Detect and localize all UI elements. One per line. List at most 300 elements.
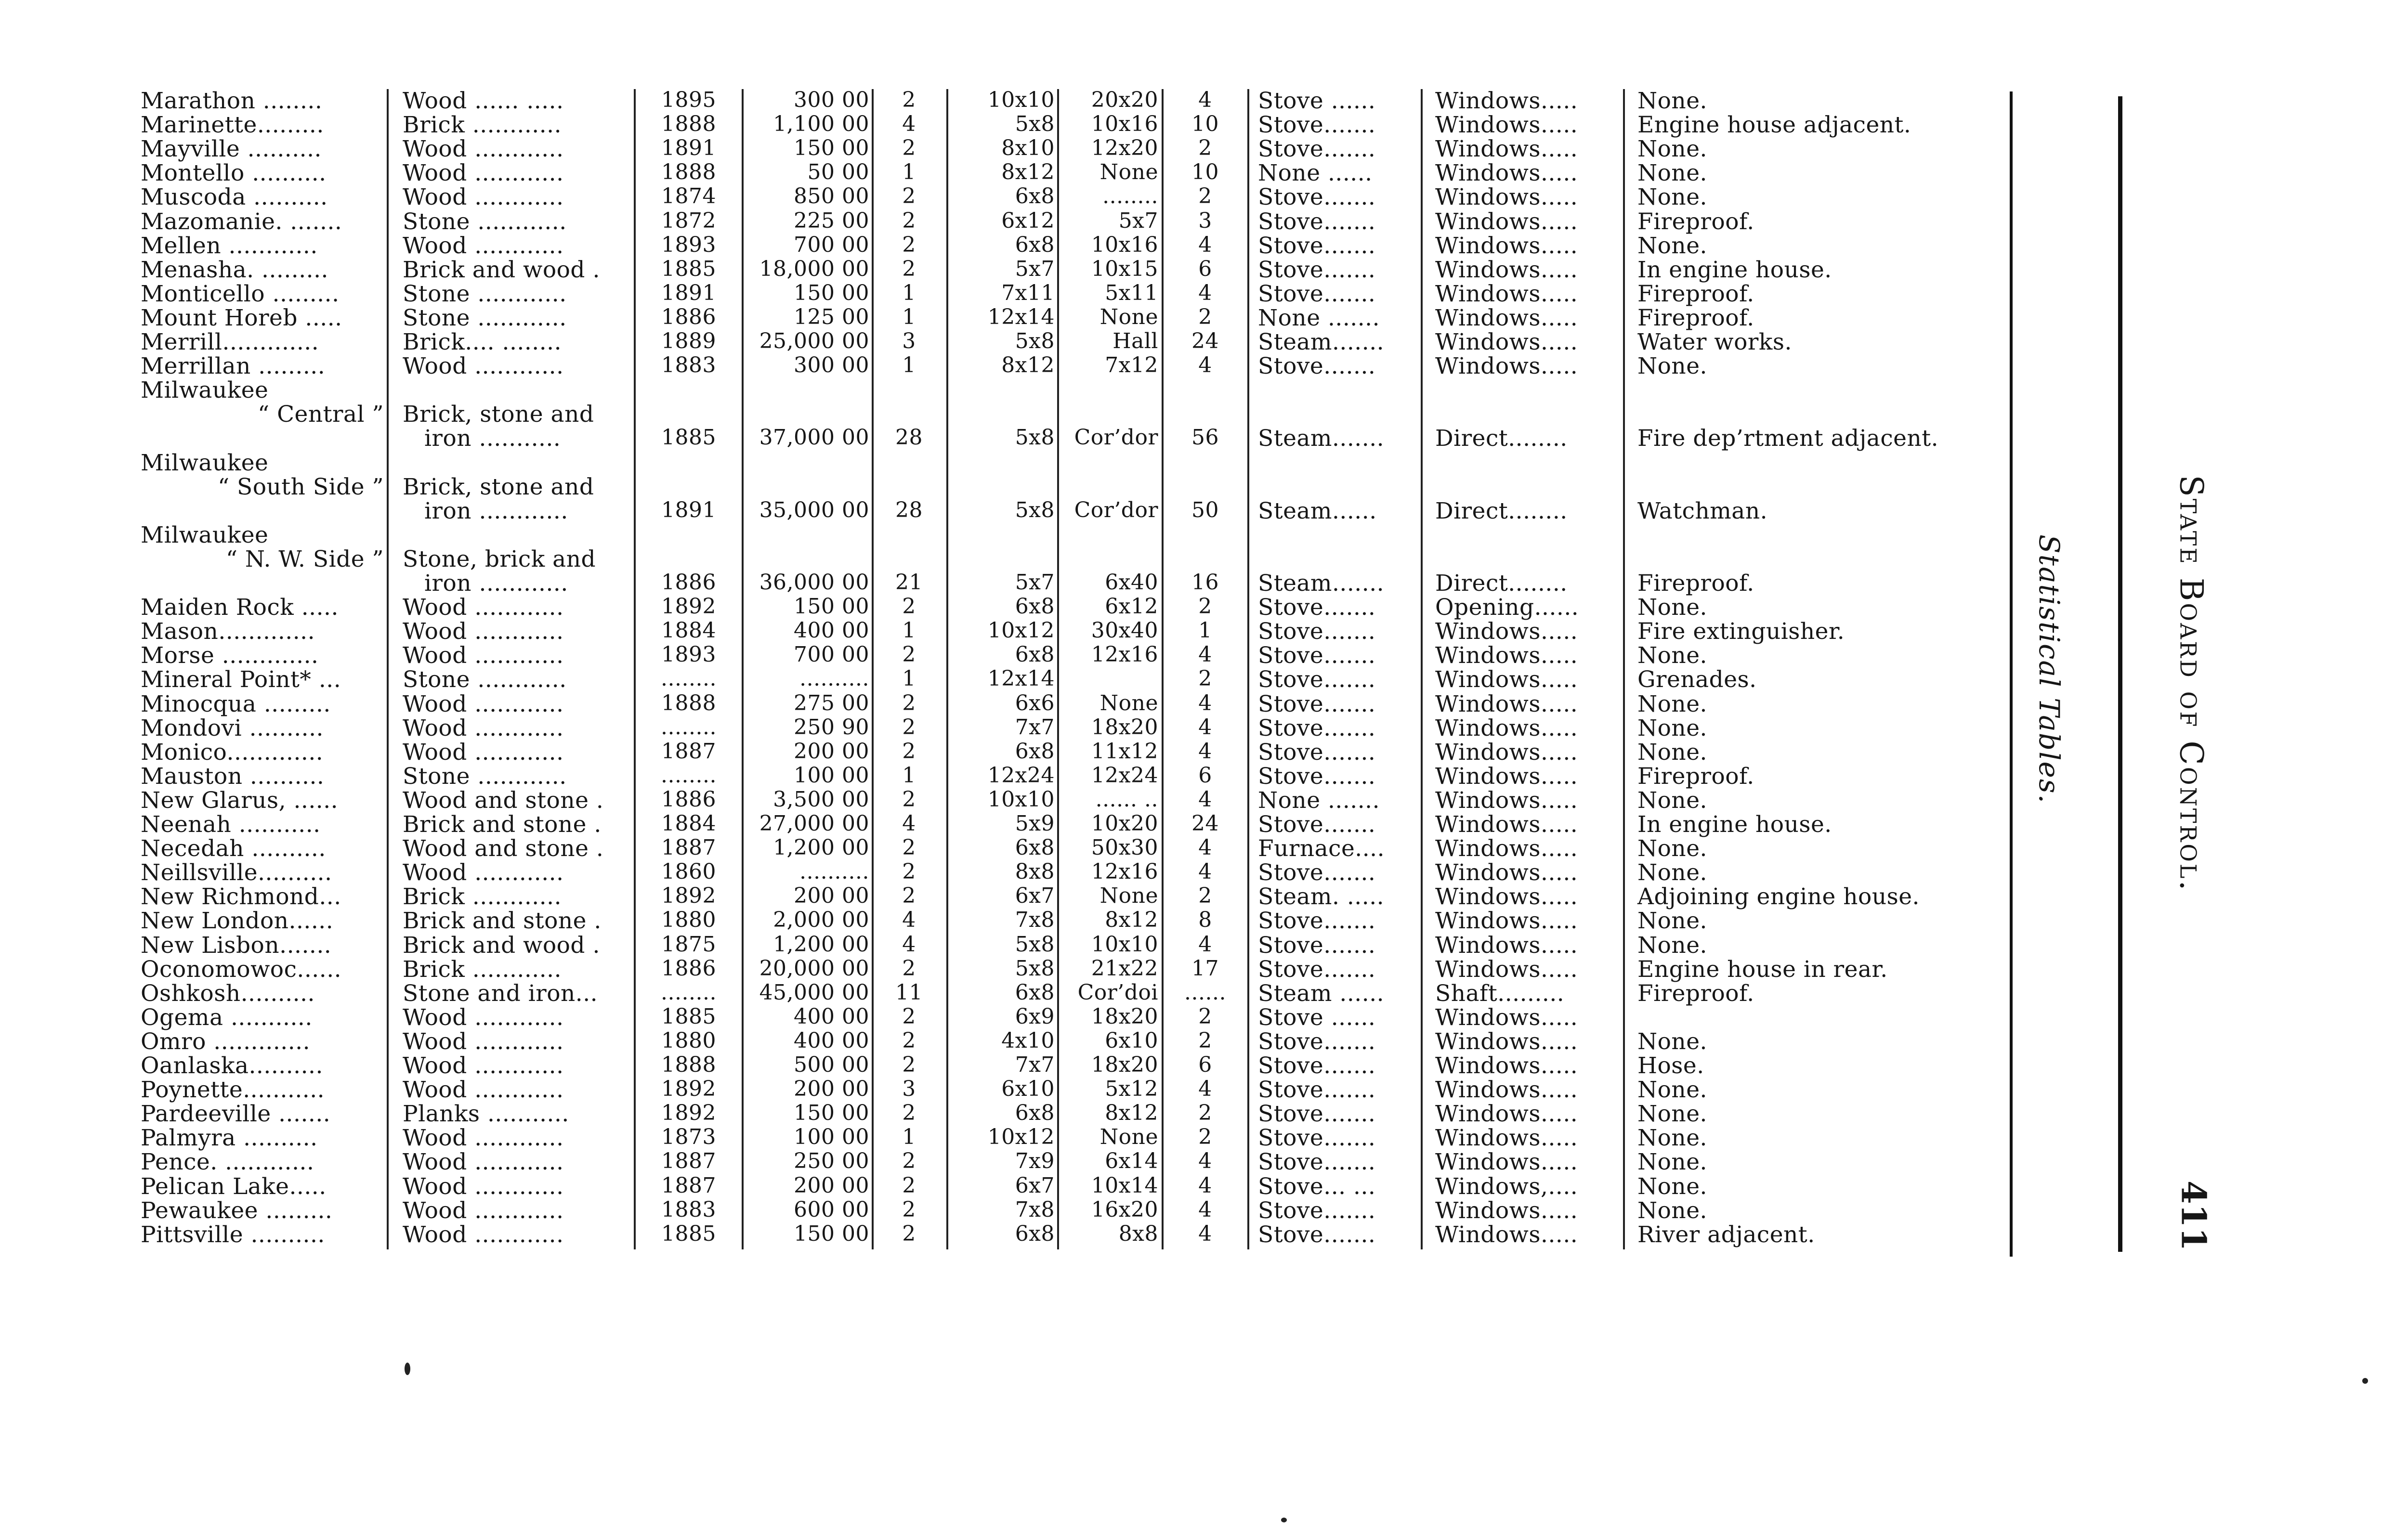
row-48-ventilation: Windows..... <box>1435 1221 1578 1248</box>
row-47-heating: Stove....... <box>1258 1197 1376 1224</box>
row-41-heating: Stove....... <box>1258 1052 1376 1079</box>
row-24-cells-count: 2 <box>902 642 916 667</box>
row-44-remarks: None. <box>1637 1125 1707 1152</box>
row-39-town-name: Ogema ........... <box>141 1004 313 1031</box>
row-31-remarks: In engine house. <box>1637 811 1832 838</box>
row-6-heating: Stove....... <box>1258 208 1376 235</box>
row-37-cost: 20,000 00 <box>759 956 869 981</box>
row-42-remarks: None. <box>1637 1077 1707 1104</box>
row-40-corridor-size: 6x10 <box>1105 1028 1158 1053</box>
row-27-year-built: ........ <box>661 715 717 740</box>
row-3-cell-size: 8x10 <box>1001 136 1055 161</box>
row-5-corridor-size: ........ <box>1102 184 1158 209</box>
row-2-capacity: 10 <box>1191 112 1219 137</box>
row-41-cell-size: 7x7 <box>1015 1052 1055 1077</box>
row-21-cells-count: 21 <box>895 570 923 595</box>
row-22-town-name: Maiden Rock ..... <box>141 594 339 621</box>
row-26-heating: Stove....... <box>1258 690 1376 717</box>
row-26-town-name: Minocqua ......... <box>141 690 331 717</box>
row-11-building-material: Brick.... ........ <box>403 329 562 355</box>
row-28-corridor-size: 11x12 <box>1091 739 1158 764</box>
row-5-heating: Stove....... <box>1258 184 1376 211</box>
row-40-cells-count: 2 <box>902 1028 916 1053</box>
row-11-town-name: Merrill............. <box>141 329 319 355</box>
row-29-capacity: 6 <box>1198 763 1212 788</box>
row-3-year-built: 1891 <box>661 136 716 161</box>
row-35-cell-size: 7x8 <box>1015 908 1055 933</box>
row-6-cost: 225 00 <box>794 208 869 233</box>
row-48-cells-count: 2 <box>902 1221 916 1246</box>
row-30-capacity: 4 <box>1198 787 1212 812</box>
row-18-cost: 35,000 00 <box>759 497 869 522</box>
row-43-capacity: 2 <box>1198 1101 1212 1126</box>
row-35-cells-count: 4 <box>902 908 916 933</box>
row-33-building-material: Wood ............ <box>403 859 564 886</box>
row-14-building-material: Brick, stone and <box>403 401 594 428</box>
row-30-remarks: None. <box>1637 787 1707 814</box>
row-7-capacity: 4 <box>1198 232 1212 257</box>
row-5-capacity: 2 <box>1198 184 1212 209</box>
row-11-corridor-size: Hall <box>1112 329 1158 353</box>
row-34-ventilation: Windows..... <box>1435 883 1578 910</box>
row-45-cost: 250 00 <box>794 1149 869 1174</box>
row-29-building-material: Stone ............ <box>403 763 567 790</box>
row-23-ventilation: Windows..... <box>1435 618 1578 645</box>
row-23-corridor-size: 30x40 <box>1091 618 1158 643</box>
row-6-corridor-size: 5x7 <box>1118 208 1158 233</box>
row-12-heating: Stove....... <box>1258 353 1376 380</box>
row-45-capacity: 4 <box>1198 1149 1212 1174</box>
row-33-cost: .......... <box>799 859 869 884</box>
row-43-remarks: None. <box>1637 1101 1707 1128</box>
row-6-cell-size: 6x12 <box>1001 208 1055 233</box>
row-33-cells-count: 2 <box>902 859 916 884</box>
row-2-building-material: Brick ............ <box>403 112 562 139</box>
row-34-capacity: 2 <box>1198 883 1212 909</box>
row-35-year-built: 1880 <box>661 908 716 933</box>
row-5-building-material: Wood ............ <box>403 184 564 211</box>
row-25-ventilation: Windows..... <box>1435 666 1578 693</box>
row-46-year-built: 1887 <box>661 1173 716 1198</box>
row-21-ventilation: Direct........ <box>1435 570 1568 597</box>
row-7-corridor-size: 10x16 <box>1091 232 1158 257</box>
row-9-ventilation: Windows..... <box>1435 280 1578 307</box>
row-30-heating: None ....... <box>1258 787 1380 814</box>
row-30-cell-size: 10x10 <box>987 787 1055 812</box>
row-12-remarks: None. <box>1637 353 1707 380</box>
row-37-heating: Stove....... <box>1258 956 1376 983</box>
row-32-town-name: Necedah .......... <box>141 835 326 862</box>
row-24-capacity: 4 <box>1198 642 1212 667</box>
row-44-cell-size: 10x12 <box>987 1125 1055 1150</box>
row-10-town-name: Mount Horeb ..... <box>141 304 342 331</box>
row-29-cost: 100 00 <box>794 763 869 788</box>
row-28-heating: Stove....... <box>1258 739 1376 766</box>
row-43-ventilation: Windows..... <box>1435 1101 1578 1128</box>
row-39-corridor-size: 18x20 <box>1091 1004 1158 1029</box>
row-26-corridor-size: None <box>1099 690 1158 715</box>
row-47-cell-size: 7x8 <box>1015 1197 1055 1222</box>
row-41-capacity: 6 <box>1198 1052 1212 1077</box>
row-1-ventilation: Windows..... <box>1435 88 1578 114</box>
row-45-cells-count: 2 <box>902 1149 916 1174</box>
row-32-remarks: None. <box>1637 835 1707 862</box>
row-46-corridor-size: 10x14 <box>1091 1173 1158 1198</box>
row-9-town-name: Monticello ......... <box>141 280 340 307</box>
row-9-remarks: Fireproof. <box>1637 280 1754 307</box>
row-14-town-name: “ Central ” <box>258 401 384 428</box>
row-7-remarks: None. <box>1637 232 1707 259</box>
row-42-cells-count: 3 <box>902 1077 916 1102</box>
row-27-ventilation: Windows..... <box>1435 715 1578 741</box>
row-44-heating: Stove....... <box>1258 1125 1376 1152</box>
row-47-town-name: Pewaukee ......... <box>141 1197 333 1224</box>
row-45-remarks: None. <box>1637 1149 1707 1176</box>
running-title: State Board of Control. <box>2172 475 2210 893</box>
row-7-year-built: 1893 <box>661 232 716 257</box>
row-32-capacity: 4 <box>1198 835 1212 860</box>
row-32-ventilation: Windows..... <box>1435 835 1578 862</box>
row-30-ventilation: Windows..... <box>1435 787 1578 814</box>
row-30-cost: 3,500 00 <box>773 787 869 812</box>
row-25-year-built: ........ <box>661 666 717 691</box>
row-15-cost: 37,000 00 <box>759 425 869 450</box>
row-31-cost: 27,000 00 <box>759 811 869 836</box>
row-26-remarks: None. <box>1637 690 1707 717</box>
row-40-cell-size: 4x10 <box>1001 1028 1055 1053</box>
row-35-heating: Stove....... <box>1258 908 1376 935</box>
row-24-town-name: Morse ............. <box>141 642 319 669</box>
row-36-ventilation: Windows..... <box>1435 932 1578 959</box>
row-39-cost: 400 00 <box>794 1004 869 1029</box>
page-number: 411 <box>2173 1180 2214 1251</box>
row-24-heating: Stove....... <box>1258 642 1376 669</box>
row-36-cells-count: 4 <box>902 932 916 957</box>
row-47-cells-count: 2 <box>902 1197 916 1222</box>
row-45-town-name: Pence. ............ <box>141 1149 314 1176</box>
row-36-cell-size: 5x8 <box>1015 932 1055 957</box>
row-43-heating: Stove....... <box>1258 1101 1376 1128</box>
row-34-cells-count: 2 <box>902 883 916 909</box>
row-40-ventilation: Windows..... <box>1435 1028 1578 1055</box>
row-36-town-name: New Lisbon....... <box>141 932 332 959</box>
row-31-building-material: Brick and stone . <box>403 811 602 838</box>
row-28-year-built: 1887 <box>661 739 716 764</box>
row-48-capacity: 4 <box>1198 1221 1212 1246</box>
row-27-cell-size: 7x7 <box>1015 715 1055 740</box>
row-40-building-material: Wood ............ <box>403 1028 564 1055</box>
row-10-building-material: Stone ............ <box>403 304 567 331</box>
row-9-cells-count: 1 <box>902 280 916 305</box>
row-22-remarks: None. <box>1637 594 1707 621</box>
row-42-building-material: Wood ............ <box>403 1077 564 1104</box>
row-12-capacity: 4 <box>1198 353 1212 378</box>
row-32-cost: 1,200 00 <box>773 835 869 860</box>
row-27-cells-count: 2 <box>902 715 916 740</box>
row-35-ventilation: Windows..... <box>1435 908 1578 935</box>
row-29-town-name: Mauston .......... <box>141 763 325 790</box>
row-9-capacity: 4 <box>1198 280 1212 305</box>
row-30-corridor-size: ...... .. <box>1095 787 1158 812</box>
row-20-town-name: “ N. W. Side ” <box>225 546 384 572</box>
row-39-capacity: 2 <box>1198 1004 1212 1029</box>
row-3-heating: Stove....... <box>1258 136 1376 163</box>
row-44-capacity: 2 <box>1198 1125 1212 1150</box>
row-15-building-material: iron ........... <box>424 425 561 452</box>
row-38-corridor-size: Cor’doi <box>1077 980 1158 1005</box>
row-48-remarks: River adjacent. <box>1637 1221 1815 1248</box>
row-15-year-built: 1885 <box>661 425 716 450</box>
row-36-capacity: 4 <box>1198 932 1212 957</box>
row-27-capacity: 4 <box>1198 715 1212 740</box>
row-9-corridor-size: 5x11 <box>1105 280 1158 305</box>
row-30-year-built: 1886 <box>661 787 716 812</box>
row-47-building-material: Wood ............ <box>403 1197 564 1224</box>
row-31-heating: Stove....... <box>1258 811 1376 838</box>
row-25-town-name: Mineral Point* ... <box>141 666 341 693</box>
row-36-cost: 1,200 00 <box>773 932 869 957</box>
row-45-cell-size: 7x9 <box>1015 1149 1055 1174</box>
row-39-cell-size: 6x9 <box>1015 1004 1055 1029</box>
row-48-town-name: Pittsville .......... <box>141 1221 325 1248</box>
row-41-cells-count: 2 <box>902 1052 916 1077</box>
row-12-cells-count: 1 <box>902 353 916 378</box>
row-36-remarks: None. <box>1637 932 1707 959</box>
row-47-capacity: 4 <box>1198 1197 1212 1222</box>
row-30-building-material: Wood and stone . <box>403 787 604 814</box>
row-15-corridor-size: Cor’dor <box>1074 425 1158 450</box>
row-45-year-built: 1887 <box>661 1149 716 1174</box>
row-1-corridor-size: 20x20 <box>1091 88 1158 112</box>
row-23-remarks: Fire extinguisher. <box>1637 618 1845 645</box>
row-38-town-name: Oshkosh.......... <box>141 980 315 1007</box>
row-1-year-built: 1895 <box>661 88 716 112</box>
row-11-year-built: 1889 <box>661 329 716 353</box>
row-4-heating: None ...... <box>1258 160 1373 187</box>
row-45-corridor-size: 6x14 <box>1105 1149 1158 1174</box>
row-26-cell-size: 6x6 <box>1015 690 1055 715</box>
row-6-year-built: 1872 <box>661 208 716 233</box>
row-29-cell-size: 12x24 <box>987 763 1055 788</box>
row-48-building-material: Wood ............ <box>403 1221 564 1248</box>
row-36-corridor-size: 10x10 <box>1091 932 1158 957</box>
row-4-year-built: 1888 <box>661 160 716 185</box>
row-24-cost: 700 00 <box>794 642 869 667</box>
row-34-heating: Steam. ..... <box>1258 883 1385 910</box>
row-26-building-material: Wood ............ <box>403 690 564 717</box>
row-39-building-material: Wood ............ <box>403 1004 564 1031</box>
row-22-cells-count: 2 <box>902 594 916 619</box>
row-32-building-material: Wood and stone . <box>403 835 604 862</box>
row-43-year-built: 1892 <box>661 1101 716 1126</box>
row-46-cells-count: 2 <box>902 1173 916 1198</box>
row-42-corridor-size: 5x12 <box>1105 1077 1158 1102</box>
row-41-remarks: Hose. <box>1637 1052 1704 1079</box>
row-46-building-material: Wood ............ <box>403 1173 564 1200</box>
row-5-cells-count: 2 <box>902 184 916 209</box>
row-11-cell-size: 5x8 <box>1015 329 1055 353</box>
row-4-capacity: 10 <box>1191 160 1219 185</box>
row-41-town-name: Oanlaska.......... <box>141 1052 323 1079</box>
row-47-remarks: None. <box>1637 1197 1707 1224</box>
row-2-cell-size: 5x8 <box>1015 112 1055 137</box>
row-12-building-material: Wood ............ <box>403 353 564 380</box>
row-25-cell-size: 12x14 <box>987 666 1055 691</box>
row-24-cell-size: 6x8 <box>1015 642 1055 667</box>
row-6-ventilation: Windows..... <box>1435 208 1578 235</box>
row-34-cell-size: 6x7 <box>1015 883 1055 909</box>
row-12-town-name: Merrillan ......... <box>141 353 326 380</box>
row-45-heating: Stove....... <box>1258 1149 1376 1176</box>
row-29-ventilation: Windows..... <box>1435 763 1578 790</box>
row-15-capacity: 56 <box>1191 425 1219 450</box>
row-46-capacity: 4 <box>1198 1173 1212 1198</box>
row-1-town-name: Marathon ........ <box>141 88 323 114</box>
row-25-cost: .......... <box>799 666 869 691</box>
row-41-cost: 500 00 <box>794 1052 869 1077</box>
row-4-town-name: Montello .......... <box>141 160 327 187</box>
row-32-corridor-size: 50x30 <box>1091 835 1158 860</box>
row-16-town-name: Milwaukee <box>141 449 269 476</box>
row-11-capacity: 24 <box>1191 329 1219 353</box>
row-18-building-material: iron ............ <box>424 497 568 524</box>
row-42-capacity: 4 <box>1198 1077 1212 1102</box>
row-5-ventilation: Windows..... <box>1435 184 1578 211</box>
row-9-year-built: 1891 <box>661 280 716 305</box>
row-8-capacity: 6 <box>1198 256 1212 281</box>
row-43-town-name: Pardeeville ....... <box>141 1101 331 1128</box>
row-45-building-material: Wood ............ <box>403 1149 564 1176</box>
row-46-heating: Stove... ... <box>1258 1173 1376 1200</box>
row-21-building-material: iron ............ <box>424 570 568 597</box>
row-33-ventilation: Windows..... <box>1435 859 1578 886</box>
row-4-cell-size: 8x12 <box>1001 160 1055 185</box>
row-8-town-name: Menasha. ......... <box>141 256 328 283</box>
row-11-ventilation: Windows..... <box>1435 329 1578 355</box>
row-38-cell-size: 6x8 <box>1015 980 1055 1005</box>
row-18-cells-count: 28 <box>895 497 923 522</box>
row-10-corridor-size: None <box>1099 304 1158 329</box>
row-26-year-built: 1888 <box>661 690 716 715</box>
row-8-ventilation: Windows..... <box>1435 256 1578 283</box>
row-11-remarks: Water works. <box>1637 329 1792 355</box>
row-25-heating: Stove....... <box>1258 666 1376 693</box>
row-23-year-built: 1884 <box>661 618 716 643</box>
row-46-remarks: None. <box>1637 1173 1707 1200</box>
row-22-building-material: Wood ............ <box>403 594 564 621</box>
row-1-cells-count: 2 <box>902 88 916 112</box>
row-4-ventilation: Windows..... <box>1435 160 1578 187</box>
row-21-capacity: 16 <box>1191 570 1219 595</box>
row-34-corridor-size: None <box>1099 883 1158 909</box>
row-8-cell-size: 5x7 <box>1015 256 1055 281</box>
row-35-capacity: 8 <box>1198 908 1212 933</box>
row-27-town-name: Mondovi .......... <box>141 715 324 741</box>
row-32-cells-count: 2 <box>902 835 916 860</box>
row-33-town-name: Neillsville.......... <box>141 859 332 886</box>
row-35-building-material: Brick and stone . <box>403 908 602 935</box>
row-2-corridor-size: 10x16 <box>1091 112 1158 137</box>
row-28-town-name: Monico............. <box>141 739 324 766</box>
row-38-capacity: ...... <box>1184 980 1226 1005</box>
row-9-heating: Stove....... <box>1258 280 1376 307</box>
row-38-building-material: Stone and iron... <box>403 980 598 1007</box>
row-39-year-built: 1885 <box>661 1004 716 1029</box>
row-12-corridor-size: 7x12 <box>1105 353 1158 378</box>
row-24-remarks: None. <box>1637 642 1707 669</box>
row-8-cost: 18,000 00 <box>759 256 869 281</box>
row-25-building-material: Stone ............ <box>403 666 567 693</box>
row-22-cell-size: 6x8 <box>1015 594 1055 619</box>
row-43-cell-size: 6x8 <box>1015 1101 1055 1126</box>
row-8-building-material: Brick and wood . <box>403 256 600 283</box>
row-34-year-built: 1892 <box>661 883 716 909</box>
row-1-capacity: 4 <box>1198 88 1212 112</box>
row-34-building-material: Brick ............ <box>403 883 562 910</box>
row-39-heating: Stove ...... <box>1258 1004 1376 1031</box>
row-18-year-built: 1891 <box>661 497 716 522</box>
row-7-heating: Stove....... <box>1258 232 1376 259</box>
row-40-cost: 400 00 <box>794 1028 869 1053</box>
row-28-building-material: Wood ............ <box>403 739 564 766</box>
row-25-cells-count: 1 <box>902 666 916 691</box>
row-23-cell-size: 10x12 <box>987 618 1055 643</box>
row-5-remarks: None. <box>1637 184 1707 211</box>
row-3-ventilation: Windows..... <box>1435 136 1578 163</box>
section-title: Statistical Tables. <box>2033 534 2066 805</box>
row-48-year-built: 1885 <box>661 1221 716 1246</box>
row-12-year-built: 1883 <box>661 353 716 378</box>
row-36-heating: Stove....... <box>1258 932 1376 959</box>
row-45-ventilation: Windows..... <box>1435 1149 1578 1176</box>
row-18-heating: Steam...... <box>1258 497 1377 524</box>
row-48-heating: Stove....... <box>1258 1221 1376 1248</box>
row-12-ventilation: Windows..... <box>1435 353 1578 380</box>
row-8-cells-count: 2 <box>902 256 916 281</box>
row-3-remarks: None. <box>1637 136 1707 163</box>
ink-speck <box>405 1363 410 1375</box>
row-38-cells-count: 11 <box>895 980 923 1005</box>
row-8-remarks: In engine house. <box>1637 256 1832 283</box>
row-13-town-name: Milwaukee <box>141 377 269 404</box>
row-1-remarks: None. <box>1637 88 1707 114</box>
row-36-year-built: 1875 <box>661 932 716 957</box>
row-3-building-material: Wood ............ <box>403 136 564 163</box>
row-38-ventilation: Shaft......... <box>1435 980 1565 1007</box>
row-40-year-built: 1880 <box>661 1028 716 1053</box>
row-8-corridor-size: 10x15 <box>1091 256 1158 281</box>
row-48-cost: 150 00 <box>794 1221 869 1246</box>
row-31-capacity: 24 <box>1191 811 1219 836</box>
row-2-town-name: Marinette......... <box>141 112 324 139</box>
row-24-corridor-size: 12x16 <box>1091 642 1158 667</box>
row-48-corridor-size: 8x8 <box>1118 1221 1158 1246</box>
row-33-corridor-size: 12x16 <box>1091 859 1158 884</box>
row-46-cell-size: 6x7 <box>1015 1173 1055 1198</box>
row-18-remarks: Watchman. <box>1637 497 1768 524</box>
row-44-cost: 100 00 <box>794 1125 869 1150</box>
row-8-heating: Stove....... <box>1258 256 1376 283</box>
row-28-cells-count: 2 <box>902 739 916 764</box>
row-33-capacity: 4 <box>1198 859 1212 884</box>
row-1-building-material: Wood ...... ..... <box>403 88 564 114</box>
row-37-ventilation: Windows..... <box>1435 956 1578 983</box>
row-29-remarks: Fireproof. <box>1637 763 1754 790</box>
row-22-year-built: 1892 <box>661 594 716 619</box>
row-21-remarks: Fireproof. <box>1637 570 1754 597</box>
row-38-heating: Steam ...... <box>1258 980 1385 1007</box>
row-34-remarks: Adjoining engine house. <box>1637 883 1920 910</box>
